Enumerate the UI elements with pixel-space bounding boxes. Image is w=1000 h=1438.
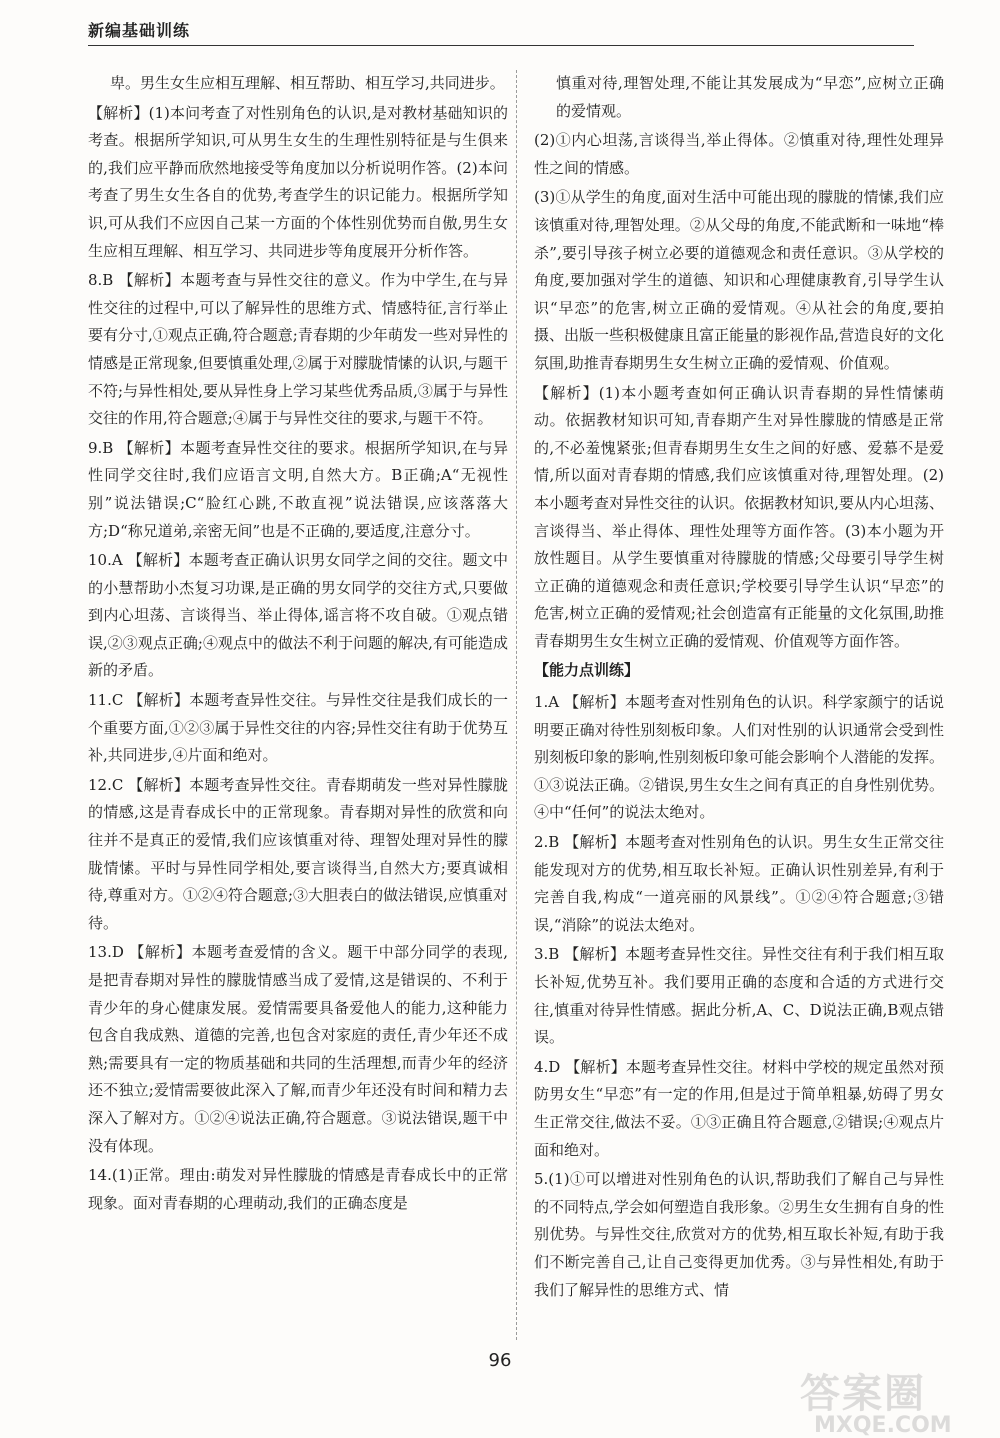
- ability-item-5: 5.(1)①可以增进对性别角色的认识,帮助我们了解自己与异性的不同特点,学会如何塑造自我形象。②男生女生拥有自身的性别优势。与异性交往,欣赏对方的优势,相互取长补短,有助于我们不断完善自己,让自己变得更加优秀。③与异性相处,有助于我们了解异性的思维方式、情: [534, 1170, 944, 1299]
- analysis-paragraph-14: 【解析】(1)本小题考查如何正确认识青春期的异性情愫萌动。依据教材知识可知,青春期产生对异性朦胧的情感是正常的,不必羞愧紧张;但青春期男生女生之间的好感、爱慕不是爱情,所以面对青春期的情感,我们应该慎重对待,理智处理。(2)本小题考查对异性交往的认识。依据教材知识,要从内心坦荡、言谈得当、举止得体、理性处理等方面作答。(3)本小题为开放性题目。从学生要慎重对待朦胧的情感;父母要引导学生树立正确的道德观念和责任意识;学校要引导学生认识“早恋”的危害,树立正确的爱情观;社会创造富有正能量的文化氛围,助推青春期男生女生树立正确的爱情观、价值观等方面作答。: [534, 383, 944, 650]
- answer-item-12: 12.C 【解析】本题考查异性交往。青春期萌发一些对异性朦胧的情感,这是青春成长中的正常现象。青春期对异性的欣赏和向往并不是真正的爱情,我们应该慎重对待、理智处理对异性的朦胧情愫。平时与异性同学相处,要言谈得当,自然大方;要真诚相待,尊重对方。①②④符合题意;③大胆表白的做法错误,应慎重对待。: [88, 775, 508, 932]
- book-title: 新编基础训练: [88, 21, 191, 40]
- ability-item-4: 4.D 【解析】本题考查异性交往。材料中学校的规定虽然对预防男女生“早恋”有一定的作用,但是过于简单粗暴,妨碍了男女生正常交往,做法不妥。①③正确且符合题意,②错误;④观点片面和绝对。: [534, 1057, 944, 1159]
- analysis-paragraph: 【解析】(1)本问考查了对性别角色的认识,是对教材基础知识的考查。根据所学知识,可从男生女生的生理性别特征是与生俱来的,我们应平静而欣然地接受等角度加以分析说明作答。(2)本问考查了男生女生各自的优势,考查学生的识记能力。根据所学知识,可从我们不应因自己某一方面的个体性别优势而自傲,男生女生应相互理解、相互学习、共同进步等角度展开分析作答。: [88, 103, 508, 260]
- answer-continuation: 卑。男生女生应相互理解、相互帮助、相互学习,共同进步。: [110, 74, 505, 92]
- right-column: [534, 70, 944, 1306]
- left-column: [88, 70, 508, 1219]
- answer-item-10: 10.A 【解析】本题考查正确认识男女同学之间的交往。题文中的小慧帮助小杰复习功课,是正确的男女同学的交往方式,只要做到内心坦荡、言谈得当、举止得体,谣言将不攻自破。①观点错误,②③观点正确;④观点中的做法不利于问题的解决,有可能造成新的矛盾。: [88, 551, 508, 680]
- section-heading: 【能力点训练】: [534, 661, 640, 680]
- watermark-logo: [800, 1362, 990, 1438]
- page-number: 96: [488, 1350, 512, 1371]
- ability-item-3: 3.B 【解析】本题考查异性交往。异性交往有利于我们相互取长补短,优势互补。我们要用正确的态度和合适的方式进行交往,慎重对待异性情感。据此分析,A、C、D说法正确,B观点错误。: [534, 945, 944, 1047]
- answer-item-8: 8.B 【解析】本题考查与异性交往的意义。作为中学生,在与异性交往的过程中,可以了解异性的思维方式、情感特征,言行举止要有分寸,①观点正确,符合题意;青春期的少年萌发一些对异性的情感是正常现象,但要慎重处理,②属于对朦胧情愫的认识,与题干不符;与异性相处,要从异性身上学习某些优秀品质,③属于与异性交往的作用,符合题意;④属于与异性交往的要求,与题干不符。: [88, 271, 508, 428]
- column-divider: [516, 70, 517, 1340]
- answer-item-13: 13.D 【解析】本题考查爱情的含义。题干中部分同学的表现,是把青春期对异性的朦胧情感当成了爱情,这是错误的、不利于青少年的身心健康发展。爱情需要具备爱他人的能力,这种能力包含自我成熟、道德的完善,也包含对家庭的责任,青少年还不成熟;需要具有一定的物质基础和共同的生活理想,而青少年的经济还不独立;爱情需要彼此深入了解,而青少年还没有时间和精力去深入了解对方。①②④说法正确,符合题意。③说法错误,题干中没有体现。: [88, 943, 508, 1155]
- answer-item-11: 11.C 【解析】本题考查异性交往。与异性交往是我们成长的一个重要方面,①②③属于异性交往的内容;异性交往有助于优势互补,共同进步,④片面和绝对。: [88, 691, 508, 765]
- answer-item-9: 9.B 【解析】本题考查异性交往的要求。根据所学知识,在与异性同学交往时,我们应语言文明,自然大方。B正确;A“无视性别”说法错误;C“脸红心跳,不敢直视”说法错误,应该落落大方;D“称兄道弟,亲密无间”也是不正确的,要适度,注意分寸。: [88, 438, 508, 540]
- header-rule: [88, 45, 914, 46]
- ability-item-2: 2.B 【解析】本题考查对性别角色的认识。男生女生正常交往能发现对方的优势,相互取长补短。正确认识性别差异,有利于完善自我,构成“一道亮丽的风景线”。①②④符合题意;③错误,“消除”的说法太绝对。: [534, 833, 944, 934]
- ability-item-1: 1.A 【解析】本题考查对性别角色的认识。科学家颜宁的话说明要正确对待性别刻板印象。人们对性别的认识通常会受到性别刻板印象的影响,性别刻板印象可能会影响个人潜能的发挥。①③说法正确。②错误,男生女生之间有真正的自身性别优势。④中“任何”的说法太绝对。: [534, 693, 944, 822]
- answer-item-14-2: (2)①内心坦荡,言谈得当,举止得体。②慎重对待,理性处理异性之间的情感。: [534, 131, 944, 177]
- answer-item-14: 14.(1)正常。理由:萌发对异性朦胧的情感是青春成长中的正常现象。面对青春期的心理萌动,我们的正确态度是: [88, 1166, 508, 1212]
- watermark-text: 答案圈: [800, 1371, 926, 1417]
- watermark-url: MXQE.COM: [814, 1413, 952, 1438]
- answer-item-14-3: (3)①从学生的角度,面对生活中可能出现的朦胧的情愫,我们应该慎重对待,理智处理。②从父母的角度,不能武断和一味地“棒杀”,要引导孩子树立必要的道德观念和责任意识。③从学校的角度,要加强对学生的道德、知识和心理健康教育,引导学生认识“早恋”的危害,树立正确的爱情观。④从社会的角度,要拍摄、出版一些积极健康且富正能量的影视作品,营造良好的文化氛围,助推青春期男生女生树立正确的爱情观、价值观。: [534, 188, 944, 372]
- answer-continuation-14: 慎重对待,理智处理,不能让其发展成为“早恋”,应树立正确的爱情观。: [556, 74, 944, 120]
